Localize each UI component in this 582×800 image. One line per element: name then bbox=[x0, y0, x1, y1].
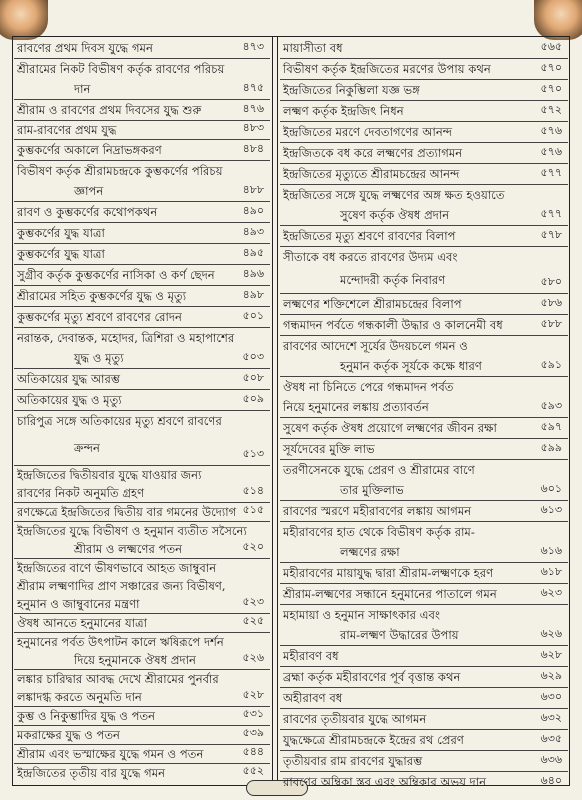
toc-entry-page-number: ৬২৮ bbox=[540, 648, 562, 661]
contents-column-left bbox=[14, 38, 270, 782]
toc-entry bbox=[14, 202, 270, 223]
toc-entry bbox=[280, 294, 568, 315]
toc-entry-title: হনুমান ও জাম্বুবানের মন্ত্রণা bbox=[17, 597, 140, 611]
toc-entry bbox=[280, 101, 568, 122]
toc-entry bbox=[280, 480, 568, 501]
toc-entry-title: নরান্তক, দেবান্তক, মহোদর, ত্রিশিরা ও মহাপাশের bbox=[17, 331, 235, 345]
toc-entry bbox=[14, 390, 270, 411]
toc-entry-page-number: ৫৬৫ bbox=[540, 40, 562, 53]
toc-entry-page-number: ৪৯০ bbox=[242, 204, 264, 217]
toc-entry-page-number: ৫২৬ bbox=[242, 651, 264, 664]
toc-entry bbox=[14, 348, 270, 369]
deity-portrait-left bbox=[0, 0, 48, 40]
toc-entry-page-number: ৪৭৫ bbox=[242, 81, 264, 94]
toc-entry-page-number: ৪৮৪ bbox=[242, 142, 264, 155]
toc-entry-title: লক্ষ্মণের রক্ষা bbox=[340, 545, 400, 559]
toc-entry-title: রাবণের আদেশে সূর্যের উদয়চলে গমন ও bbox=[283, 339, 468, 353]
toc-entry bbox=[280, 418, 568, 439]
toc-entry-page-number: ৪৯৫ bbox=[242, 246, 264, 259]
toc-entry-title: হনুমানের পর্বত উৎপাটন কালে ঋষিরূপে দর্শন bbox=[17, 635, 224, 649]
toc-entry bbox=[14, 38, 270, 59]
toc-entry bbox=[14, 369, 270, 390]
toc-entry bbox=[14, 307, 270, 328]
toc-entry bbox=[280, 315, 568, 336]
toc-entry bbox=[280, 185, 568, 205]
toc-entry-title: শ্রীরাম ও রাবণের প্রথম দিবসের যুদ্ধ শুরু bbox=[17, 103, 202, 117]
toc-entry-page-number: ৫৯১ bbox=[540, 358, 562, 371]
toc-entry-title: রাম-রাবণের প্রথম যুদ্ধ bbox=[17, 123, 117, 137]
toc-entry-title: সুষেণ কর্তৃক ঔষধ প্রদান bbox=[340, 208, 450, 222]
toc-entry bbox=[280, 522, 568, 542]
toc-entry-title: মন্দোদরী কর্তৃক নিবারণ bbox=[340, 273, 446, 287]
toc-entry-title: মায়াসীতা বধ bbox=[283, 41, 343, 55]
toc-entry bbox=[280, 267, 568, 294]
toc-entry bbox=[14, 411, 270, 431]
toc-entry-title: হনুমান কর্তৃক সূর্যকে কক্ষে ধারণ bbox=[340, 359, 482, 373]
toc-entry-title: রাবণের প্রথম দিবস যুদ্ধে গমন bbox=[17, 41, 153, 55]
toc-entry bbox=[14, 595, 270, 614]
toc-entry-page-number: ৬২৩ bbox=[540, 586, 562, 599]
toc-entry-title: শ্রীরামের সহিত কুম্ভকর্ণের যুদ্ধ ও মৃত্যু bbox=[17, 289, 187, 303]
toc-entry bbox=[280, 80, 568, 101]
toc-entry bbox=[14, 466, 270, 484]
toc-entry bbox=[280, 730, 568, 751]
toc-entry bbox=[14, 223, 270, 244]
toc-entry-title: মহীরাবণের মায়াযুদ্ধ দ্বারা শ্রীরাম-লক্ষ্মণকে হরণ bbox=[283, 566, 494, 580]
toc-entry-page-number: ৫৯৭ bbox=[540, 420, 562, 433]
toc-entry bbox=[14, 726, 270, 745]
toc-entry-page-number: ৬২৬ bbox=[540, 627, 562, 640]
toc-entry-page-number: ৫০৯ bbox=[242, 392, 264, 405]
toc-entry-title: কুম্ভকর্ণের যুদ্ধ যাত্রা bbox=[17, 226, 105, 240]
toc-entry bbox=[280, 247, 568, 267]
toc-entry-title: ইন্দ্রজিতের সঙ্গে যুদ্ধে লক্ষ্মণের অঙ্গ ক্ষত হওয়াতে bbox=[283, 188, 505, 202]
toc-entry bbox=[280, 646, 568, 667]
toc-entry-title: সূর্যদেবের মুক্তি লাভ bbox=[283, 442, 375, 456]
toc-entry-title: শ্রীরামের নিকট বিভীষণ কর্তৃক রাবণের পরিচয় bbox=[17, 62, 225, 76]
toc-entry bbox=[280, 59, 568, 80]
toc-entry-title: চারিপুত্র সঙ্গে অতিকায়ের মৃত্যু শ্রবণে রাবণের bbox=[17, 414, 222, 428]
toc-entry-title: রাবণ ও কুম্ভকর্ণের কথোপকথন bbox=[17, 205, 158, 219]
toc-entry bbox=[14, 540, 270, 559]
toc-entry-title: ইন্দ্রজিতের মৃত্যু শ্রবণে রাবণের বিলাপ bbox=[283, 229, 456, 243]
toc-entry bbox=[14, 688, 270, 707]
toc-entry bbox=[280, 38, 568, 59]
toc-entry bbox=[280, 563, 568, 584]
toc-entry-title: দিয়ে হনুমানকে ঔষধ প্রদান bbox=[74, 653, 196, 667]
toc-entry bbox=[14, 651, 270, 670]
toc-entry bbox=[280, 542, 568, 563]
toc-entry-page-number: ৬১৮ bbox=[540, 565, 562, 578]
toc-entry-page-number: ৫৭০ bbox=[540, 61, 562, 74]
toc-entry bbox=[14, 265, 270, 286]
toc-entry bbox=[280, 226, 568, 247]
toc-entry bbox=[14, 161, 270, 181]
toc-entry-title: কুম্ভকর্ণের যুদ্ধ যাত্রা bbox=[17, 247, 105, 261]
toc-entry bbox=[280, 164, 568, 185]
toc-entry-page-number: ৫৮৮ bbox=[540, 317, 562, 330]
toc-entry-page-number: ৫০৮ bbox=[242, 371, 264, 384]
toc-entry bbox=[14, 100, 270, 121]
toc-entry-title: সুগ্রীব কর্তৃক কুম্ভকর্ণের নাসিকা ও কর্ণ ছেদন bbox=[17, 268, 215, 282]
toc-entry-page-number: ৫৯৩ bbox=[540, 399, 562, 412]
toc-entry-title: দান bbox=[74, 82, 91, 96]
toc-entry bbox=[14, 503, 270, 522]
toc-entry-title: রাবণের নিকট অনুমতি গ্রহণ bbox=[17, 486, 145, 500]
toc-entry-page-number: ৫১৩ bbox=[242, 447, 264, 460]
toc-entry-title: গন্ধমাদন পর্বতে গন্ধকালী উদ্ধার ও কালনেমী বধ bbox=[283, 318, 503, 332]
toc-entry-page-number: ৫০৩ bbox=[242, 350, 264, 363]
toc-entry bbox=[14, 484, 270, 503]
toc-entry-title: শ্রীরাম এবং ভস্মাক্ষের যুদ্ধে গমন ও পতন bbox=[17, 747, 204, 761]
toc-entry-page-number: ৪৭৩ bbox=[242, 40, 264, 53]
toc-entry-page-number: ৫১৫ bbox=[242, 503, 264, 516]
toc-entry-page-number: ৫২৫ bbox=[242, 614, 264, 627]
toc-entry-title: ঔষধ না চিনিতে পেরে গন্ধমাদন পর্বত bbox=[283, 380, 454, 394]
toc-entry bbox=[280, 460, 568, 480]
toc-entry-page-number: ৬১৩ bbox=[540, 503, 562, 516]
toc-entry-page-number: ৪৭৬ bbox=[242, 102, 264, 115]
toc-entry bbox=[14, 559, 270, 577]
toc-entry-title: অহীরাবণ বধ bbox=[283, 691, 343, 705]
toc-entry-page-number: ৫৭৭ bbox=[540, 207, 562, 220]
toc-entry-page-number: ৪৮৩ bbox=[242, 121, 264, 134]
toc-entry-title: ইন্দ্রজিতের নিকুম্ভিলা যজ্ঞ ভঙ্গ bbox=[283, 83, 420, 97]
toc-entry-page-number: ৫৫২ bbox=[242, 764, 264, 777]
toc-entry bbox=[280, 439, 568, 460]
toc-entry-title: ইন্দ্রজিতকে বধ করে লক্ষ্মণের প্রত্যাগমন bbox=[283, 146, 463, 160]
toc-entry-title: শ্রীরাম লক্ষ্মণাদির প্রাণ সঞ্চারের জন্য বিভীষণ, bbox=[17, 579, 226, 593]
toc-entry bbox=[14, 614, 270, 633]
toc-entry-page-number: ৫৩১ bbox=[242, 707, 264, 720]
toc-entry-page-number: ৬৩২ bbox=[540, 711, 562, 724]
toc-entry-title: ক্রন্দন bbox=[74, 441, 100, 455]
toc-entry-page-number: ৫৩৯ bbox=[242, 726, 264, 739]
toc-entry-title: কুম্ভকর্ণের অকালে নিদ্রাভঙ্গকরণ bbox=[17, 143, 162, 157]
toc-entry-page-number: ৫৮৬ bbox=[540, 296, 562, 309]
toc-entry-page-number: ৫৭৬ bbox=[540, 124, 562, 137]
toc-entry bbox=[14, 633, 270, 651]
toc-entry-title: মহামায়া ও হনুমান সাক্ষাৎকার এবং bbox=[283, 608, 440, 622]
toc-entry-title: ঔষধ আনতে হনুমানের যাত্রা bbox=[17, 616, 147, 630]
toc-entry bbox=[280, 584, 568, 605]
toc-entry-page-number: ৫৭০ bbox=[540, 82, 562, 95]
toc-entry-title: লঙ্কাদগ্ধ করতে অনুমতি দান bbox=[17, 690, 142, 704]
toc-entry-page-number: ৫২৩ bbox=[242, 595, 264, 608]
toc-entry-title: ব্রহ্মা কর্তৃক মহীরাবণের পূর্ব বৃত্তান্ত কথন bbox=[283, 670, 461, 684]
toc-entry bbox=[14, 286, 270, 307]
toc-entry bbox=[280, 377, 568, 397]
toc-entry bbox=[14, 522, 270, 540]
toc-entry-title: মকরাক্ষের যুদ্ধ ও পতন bbox=[17, 728, 120, 742]
toc-entry-title: বিভীষণ কর্তৃক ইন্দ্রজিতের মরণের উপায় কথন bbox=[283, 62, 491, 76]
toc-entry-title: ইন্দ্রজিতের মরণে দেবতাগণের আনন্দ bbox=[283, 125, 453, 139]
toc-entry-title: ইন্দ্রজিতের তৃতীয় বার যুদ্ধে গমন bbox=[17, 766, 166, 780]
toc-entry bbox=[14, 431, 270, 466]
toc-entry-page-number: ৫৮০ bbox=[540, 275, 562, 288]
toc-entry-page-number: ৬৩৫ bbox=[540, 732, 562, 745]
toc-entry-title: মহীরাবণের হাত থেকে বিভীষণ কর্তৃক রাম- bbox=[283, 525, 475, 539]
toc-entry-page-number: ৬৩০ bbox=[540, 690, 562, 703]
toc-entry bbox=[280, 397, 568, 418]
toc-entry-page-number: ৫২৮ bbox=[242, 688, 264, 701]
toc-entry bbox=[280, 688, 568, 709]
toc-entry bbox=[280, 143, 568, 164]
toc-entry-title: লঙ্কার চারিদ্বার আবদ্ধ দেখে শ্রীরামের পুনর্বার bbox=[17, 672, 219, 686]
toc-entry-title: জ্ঞাপন bbox=[74, 184, 104, 198]
toc-entry bbox=[280, 605, 568, 625]
toc-entry-title: ইন্দ্রজিতের বাণে ভীষণভাবে আহত জাম্বুবান bbox=[17, 561, 217, 575]
toc-entry-page-number: ৫৭৮ bbox=[540, 228, 562, 241]
toc-entry-title: মহীরাবণ বধ bbox=[283, 649, 339, 663]
toc-entry-page-number: ৫৭২ bbox=[540, 103, 562, 116]
deity-portrait-right bbox=[534, 0, 582, 40]
toc-entry-title: তৃতীয়বার রাম রাবণের যুদ্ধারম্ভ bbox=[283, 754, 423, 768]
toc-entry-title: রণক্ষেত্রে ইন্দ্রজিতের দ্বিতীয় বার গমনের উদ্যোগ bbox=[17, 505, 237, 519]
toc-entry-title: যুদ্ধক্ষেত্রে শ্রীরামচন্দ্রকে ইন্দ্রের রথ প্রেরণ bbox=[283, 733, 464, 747]
toc-entry bbox=[280, 751, 568, 772]
toc-entry-title: লক্ষ্মণের শক্তিশেলে শ্রীরামচন্দ্রের বিলাপ bbox=[283, 297, 462, 311]
toc-entry-title: রাম-লক্ষ্মণ উদ্ধারের উপায় bbox=[340, 628, 459, 642]
toc-entry-title: সুষেণ কর্তৃক ঔষধ প্রয়োগে লক্ষ্মণের জীবন রক্ষা bbox=[283, 421, 497, 435]
column-divider bbox=[272, 36, 278, 786]
toc-entry-title: রাবণের স্মরণে মহীরাবণের লঙ্কায় আগমন bbox=[283, 504, 472, 518]
toc-entry-title: যুদ্ধ ও মৃত্যু bbox=[74, 351, 124, 365]
toc-entry bbox=[14, 764, 270, 782]
toc-entry-title: লক্ষ্মণ কর্তৃক ইন্দ্রজিৎ নিধন bbox=[283, 104, 404, 118]
toc-entry-page-number: ৪৮৮ bbox=[242, 183, 264, 196]
toc-entry bbox=[14, 577, 270, 595]
toc-entry bbox=[280, 205, 568, 226]
toc-entry-page-number: ৬৪০ bbox=[540, 774, 562, 787]
contents-column-right bbox=[280, 38, 568, 792]
toc-entry-page-number: ৪৯৮ bbox=[242, 288, 264, 301]
toc-entry-page-number: ৫১৪ bbox=[242, 484, 264, 497]
toc-entry-page-number: ৫০১ bbox=[242, 309, 264, 322]
toc-entry-page-number: ৫৭৬ bbox=[540, 145, 562, 158]
toc-entry-title: শ্রীরাম-লক্ষ্মণের সন্ধানে হনুমানের পাতালে গমন bbox=[283, 587, 497, 601]
toc-entry bbox=[280, 625, 568, 646]
toc-entry bbox=[280, 336, 568, 356]
toc-entry-page-number: ৬০১ bbox=[540, 482, 562, 495]
toc-entry bbox=[280, 356, 568, 377]
toc-entry-title: কুম্ভকর্ণের মৃত্যু শ্রবণে রাবণের রোদন bbox=[17, 310, 182, 324]
toc-entry bbox=[14, 140, 270, 161]
toc-entry-title: রাবণের তৃতীয়বার যুদ্ধে আগমন bbox=[283, 712, 427, 726]
toc-entry-title: শ্রীরাম ও লক্ষ্মণের পতন bbox=[74, 542, 183, 556]
toc-entry bbox=[14, 244, 270, 265]
toc-entry-title: নিয়ে হনুমানের লঙ্কায় প্রত্যাবর্তন bbox=[283, 400, 429, 414]
toc-entry-title: বিভীষণ কর্তৃক শ্রীরামচন্দ্রকে কুম্ভকর্ণের পরিচয় bbox=[17, 164, 223, 178]
toc-entry-page-number: ৫৪৪ bbox=[242, 745, 264, 758]
toc-entry-page-number: ৬১৬ bbox=[540, 544, 562, 557]
toc-entry bbox=[14, 707, 270, 726]
toc-entry-title: ইন্দ্রজিতের দ্বিতীয়বার যুদ্ধে যাওয়ার জন্য bbox=[17, 468, 202, 482]
toc-entry bbox=[280, 122, 568, 143]
toc-entry-page-number: ৪৯৬ bbox=[242, 267, 264, 280]
toc-entry-title: সীতাকে বধ করতে রাবণের উদ্যম এবং bbox=[283, 250, 458, 264]
toc-entry bbox=[280, 772, 568, 792]
toc-entry-page-number: ৫২০ bbox=[242, 540, 264, 553]
toc-entry-title: অতিকায়ের যুদ্ধ আরম্ভ bbox=[17, 372, 121, 386]
toc-entry-title: কুম্ভ ও নিকুম্ভাদির যুদ্ধ ও পতন bbox=[17, 709, 156, 723]
toc-entry-title: তরণীসেনকে যুদ্ধে প্রেরণ ও শ্রীরামের বাণে bbox=[283, 463, 475, 477]
toc-entry-title: রাবণের অম্বিকা স্তব এবং অম্বিকার অভয় দান bbox=[283, 775, 486, 789]
toc-entry bbox=[280, 667, 568, 688]
toc-entry-title: তার মুক্তিলাভ bbox=[340, 483, 404, 497]
toc-entry bbox=[14, 670, 270, 688]
toc-entry bbox=[14, 328, 270, 348]
toc-entry-page-number: ৪৯৩ bbox=[242, 225, 264, 238]
toc-entry bbox=[280, 709, 568, 730]
toc-entry bbox=[280, 501, 568, 522]
toc-entry bbox=[14, 181, 270, 202]
toc-entry bbox=[14, 745, 270, 764]
toc-entry-page-number: ৬২৯ bbox=[540, 669, 562, 682]
toc-entry-title: ইন্দ্রজিতের মৃত্যুতে শ্রীরামচন্দ্রের আনন্দ bbox=[283, 167, 460, 181]
toc-entry-page-number: ৬৩৬ bbox=[540, 753, 562, 766]
toc-entry bbox=[14, 59, 270, 79]
toc-entry bbox=[14, 121, 270, 140]
toc-entry-page-number: ৫৯৯ bbox=[540, 441, 562, 454]
toc-entry bbox=[14, 79, 270, 100]
toc-entry-page-number: ৫৭৭ bbox=[540, 166, 562, 179]
toc-entry-title: অতিকায়ের যুদ্ধ ও মৃত্যু bbox=[17, 393, 122, 407]
toc-entry-title: ইন্দ্রজিতের যুদ্ধে বিভীষণ ও হনুমান ব্যতীত সসৈন্যে bbox=[17, 524, 247, 538]
